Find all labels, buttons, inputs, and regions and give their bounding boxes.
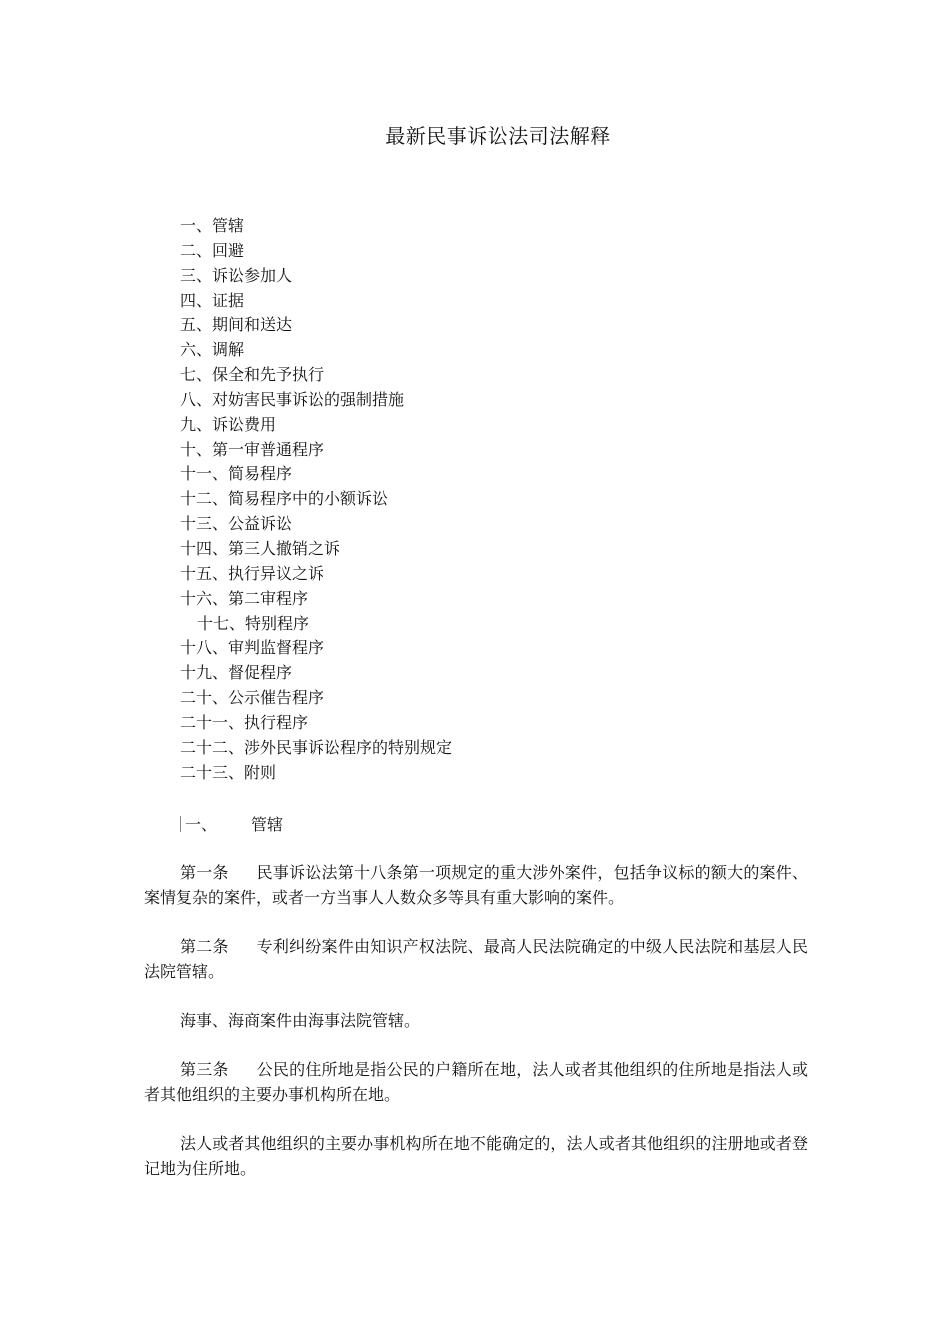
toc-item: 十五、执行异议之诉 xyxy=(180,563,325,583)
toc-item: 三、诉讼参加人 xyxy=(180,265,293,285)
toc-item: 十八、审判监督程序 xyxy=(180,638,325,658)
toc-item: 十七、特别程序 xyxy=(197,613,310,633)
toc-item: 二十二、涉外民事诉讼程序的特别规定 xyxy=(180,737,453,757)
paragraph xyxy=(144,1008,808,1033)
toc-item: 十九、督促程序 xyxy=(180,663,293,683)
paragraph-text: 法人或者其他组织的主要办事机构所在地不能确定的，法人或者其他组织的注册地或者登记地为住所地。 xyxy=(144,1134,808,1178)
paragraph xyxy=(144,1057,808,1107)
section-label: 管辖 xyxy=(251,815,284,834)
toc-item: 十三、公益诉讼 xyxy=(180,514,293,534)
document-title: 最新民事诉讼法司法解释 xyxy=(385,124,611,148)
paragraph-text: 民事诉讼法第十八条第一项规定的重大涉外案件，包括争议标的额大的案件、案情复杂的案件，或者一方当事人人数众多等具有重大影响的案件。 xyxy=(144,863,808,907)
toc-item: 二十一、执行程序 xyxy=(180,712,309,732)
toc-item: 十六、第二审程序 xyxy=(180,588,309,608)
toc-item: 五、期间和送达 xyxy=(180,315,293,335)
toc-item: 十、第一审普通程序 xyxy=(180,439,325,459)
table-of-contents xyxy=(180,214,452,785)
toc-item: 十四、第三人撤销之诉 xyxy=(180,538,341,558)
toc-item: 九、诉讼费用 xyxy=(180,414,277,434)
article-number: 第一条 xyxy=(180,863,229,882)
text-cursor-mark xyxy=(180,816,181,832)
toc-item: 十一、简易程序 xyxy=(180,464,293,484)
paragraph xyxy=(144,860,808,910)
toc-item: 七、保全和先予执行 xyxy=(180,365,325,385)
section-number: 一、 xyxy=(185,815,218,834)
toc-item: 十二、简易程序中的小额诉讼 xyxy=(180,489,389,509)
toc-item: 六、调解 xyxy=(180,340,245,360)
article-number: 第二条 xyxy=(180,937,229,956)
paragraph-text: 海事、海商案件由海事法院管辖。 xyxy=(180,1011,421,1030)
paragraph-text: 专利纠纷案件由知识产权法院、最高人民法院确定的中级人民法院和基层人民法院管辖。 xyxy=(144,937,808,981)
paragraph-text: 公民的住所地是指公民的户籍所在地，法人或者其他组织的住所地是指法人或者其他组织的主要办事机构所在地。 xyxy=(144,1060,808,1104)
paragraph xyxy=(144,1131,808,1181)
toc-item: 二、回避 xyxy=(180,240,245,260)
toc-item: 二十三、附则 xyxy=(180,762,277,782)
toc-item: 八、对妨害民事诉讼的强制措施 xyxy=(180,389,405,409)
toc-item: 四、证据 xyxy=(180,290,245,310)
toc-item: 二十、公示催告程序 xyxy=(180,688,325,708)
section-heading xyxy=(180,812,283,838)
article-number: 第三条 xyxy=(180,1060,229,1079)
paragraph xyxy=(144,934,808,984)
document-body xyxy=(144,860,808,1205)
toc-item: 一、管辖 xyxy=(180,216,245,235)
